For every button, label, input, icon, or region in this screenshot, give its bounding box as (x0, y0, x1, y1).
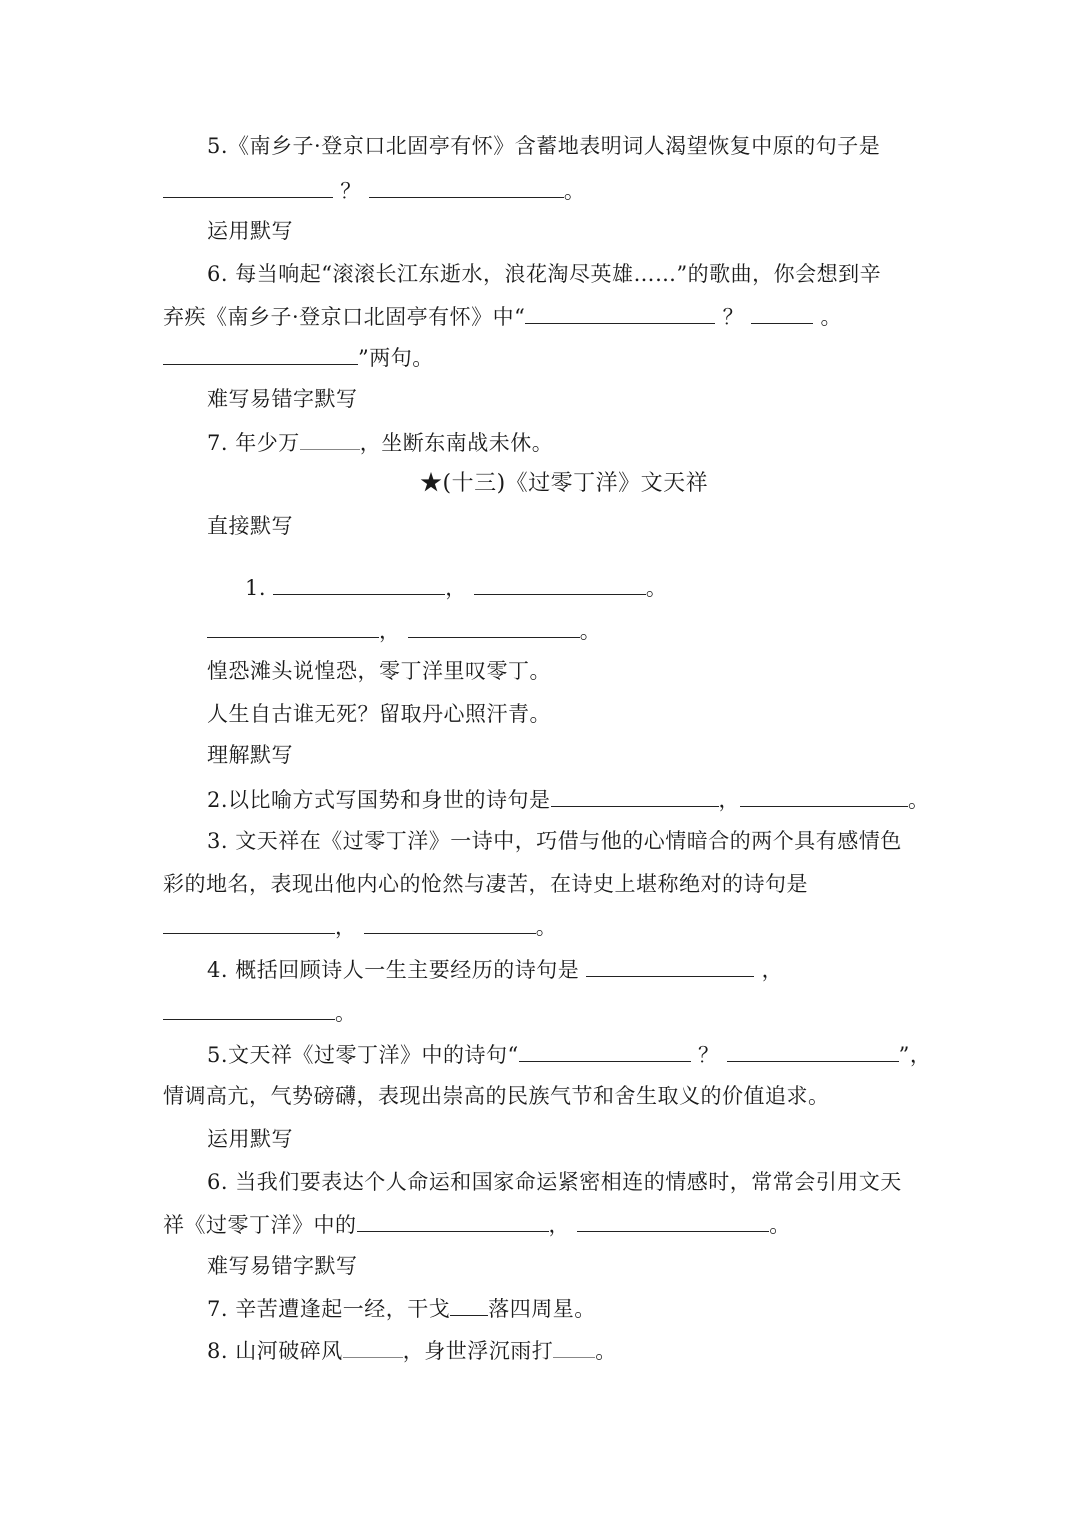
blank-input[interactable] (474, 572, 646, 595)
q5-text: 5.《南乡子·登京口北固亭有怀》含蓄地表明词人渴望恢复中原的句子是 (207, 134, 881, 158)
blank-input[interactable] (553, 1335, 595, 1358)
section-heading-hard: 难写易错字默写 (207, 387, 358, 411)
blank-input[interactable] (751, 301, 813, 324)
q2 (207, 784, 930, 815)
poem-line-b: 人生自古谁无死？留取丹心照汗青。 (207, 702, 551, 726)
q3-line1: 3. 文天祥在《过零丁洋》一诗中，巧借与他的心情暗合的两个具有感情色 (207, 829, 902, 853)
period: 。 (595, 1339, 617, 1363)
q1-num: 1. (245, 576, 267, 600)
q7-prefix: 7. 年少万 (207, 431, 300, 455)
period: 。 (579, 619, 602, 643)
q4-line2 (163, 997, 357, 1028)
blank-input[interactable] (519, 1039, 691, 1062)
poem-line-a: 惶恐滩头说惶恐，零丁洋里叹零丁。 (207, 659, 551, 683)
blank-input[interactable] (273, 572, 445, 595)
comma: ， (761, 958, 784, 982)
blank-input[interactable] (740, 784, 908, 807)
section-heading-direct: 直接默写 (207, 514, 293, 538)
section-heading-apply: 运用默写 (207, 219, 293, 243)
period: 。 (645, 576, 668, 600)
q6-line3 (163, 342, 434, 373)
q3-line2: 彩的地名，表现出他内心的怆然与凄苦，在诗史上堪称绝对的诗句是 (163, 872, 808, 896)
q5-line2: 情调高亢，气势磅礴，表现出崇高的民族气节和舍生取义的价值追求。 (163, 1084, 830, 1108)
period: 。 (908, 788, 930, 812)
comma: ， (335, 915, 357, 939)
comma: ， (445, 576, 467, 600)
blank-input[interactable] (408, 615, 580, 638)
q6-end: ”两句。 (358, 346, 434, 370)
blank-input[interactable] (163, 911, 335, 934)
q5-prefix: 5.文天祥《过零丁洋》中的诗句“ (207, 1043, 519, 1067)
period: 。 (769, 1213, 791, 1237)
question-mark: ？ (697, 1043, 720, 1067)
q8-s13 (207, 1335, 617, 1366)
blank-input[interactable] (369, 175, 564, 198)
blank-input[interactable] (300, 427, 360, 450)
blank-input[interactable] (525, 301, 715, 324)
blank-input[interactable] (357, 1209, 549, 1232)
section-heading-understand: 理解默写 (207, 743, 293, 767)
q1-line1 (245, 572, 667, 603)
section-heading-hard-2: 难写易错字默写 (207, 1254, 358, 1278)
q2-text: 2.以比喻方式写国势和身世的诗句是 (207, 788, 551, 812)
blank-input[interactable] (450, 1293, 488, 1316)
q3-line3 (163, 911, 557, 942)
period: 。 (563, 179, 586, 203)
q5-line1 (207, 1039, 931, 1070)
q7-suffix: 落四周星。 (488, 1297, 596, 1321)
period: 。 (335, 1001, 357, 1025)
blank-input[interactable] (163, 342, 358, 365)
q6-line2-text: 弃疾《南乡子·登京口北固亭有怀》中“ (163, 305, 526, 329)
blank-input[interactable] (163, 175, 333, 198)
q7-suffix: ，坐断东南战未休。 (359, 431, 554, 455)
question-mark: ？ (340, 179, 362, 203)
period: 。 (820, 305, 842, 329)
question-mark: ？ (722, 305, 745, 329)
blank-input[interactable] (586, 954, 754, 977)
section-title: ★(十三)《过零丁洋》文天祥 (420, 471, 709, 496)
q8-mid: ，身世浮沉雨打 (402, 1339, 554, 1363)
q5-answer-line (163, 175, 585, 206)
q1-line2 (207, 615, 601, 646)
q6-line2-text: 祥《过零丁洋》中的 (163, 1213, 357, 1237)
comma: ， (718, 788, 741, 812)
blank-input[interactable] (207, 615, 379, 638)
period: 。 (535, 915, 558, 939)
comma: ， (379, 619, 401, 643)
q5-stem (207, 131, 880, 161)
blank-input[interactable] (727, 1039, 899, 1062)
q7-s13 (207, 1293, 596, 1324)
blank-input[interactable] (577, 1209, 769, 1232)
blank-input[interactable] (551, 784, 719, 807)
q6-line1: 6. 每当响起“滚滚长江东逝水，浪花淘尽英雄……”的歌曲，你会想到辛 (207, 262, 882, 286)
q5-end: ”， (898, 1043, 932, 1067)
blank-input[interactable] (163, 997, 335, 1020)
q6-line2-s13 (163, 1209, 791, 1240)
q4-line1 (207, 954, 783, 985)
comma: ， (548, 1213, 570, 1237)
q4-text: 4. 概括回顾诗人一生主要经历的诗句是 (207, 958, 580, 982)
q7-prefix: 7. 辛苦遭逢起一经，干戈 (207, 1297, 451, 1321)
q7 (207, 427, 553, 458)
q8-prefix: 8. 山河破碎风 (207, 1339, 343, 1363)
q6-line1-s13: 6. 当我们要表达个人命运和国家命运紧密相连的情感时，常常会引用文天 (207, 1170, 902, 1194)
blank-input[interactable] (343, 1335, 403, 1358)
blank-input[interactable] (364, 911, 536, 934)
section-heading-apply-2: 运用默写 (207, 1127, 293, 1151)
q6-line2 (163, 301, 842, 332)
